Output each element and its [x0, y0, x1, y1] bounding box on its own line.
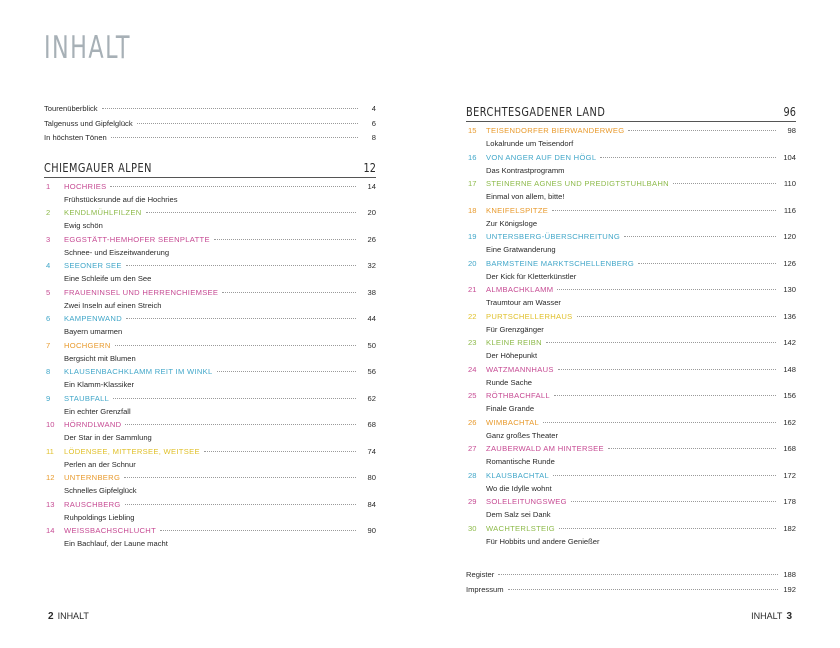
end-list [466, 570, 796, 599]
tour-entry-line [466, 391, 796, 404]
tour-name: UNTERSBERG-ÜBERSCHREITUNG [486, 232, 621, 241]
tour-name: HOCHRIES [64, 181, 107, 191]
tour-name: EGGSTÄTT-HEMHOFER SEENPLATTE [64, 234, 210, 244]
tour-page: 32 [367, 261, 376, 270]
section-title: CHIEMGAUER ALPEN [44, 159, 152, 175]
tour-entry-line [466, 418, 796, 431]
tour-entry[interactable] [44, 235, 376, 262]
leader-dots [571, 501, 776, 502]
tour-entry[interactable] [466, 126, 796, 153]
tour-name: PURTSCHELLERHAUS [486, 311, 573, 321]
tour-name: WIMBACHTAL [486, 417, 540, 427]
tour-subtitle: Ein Bachlauf, der Laune macht [64, 539, 168, 548]
tour-name: WEISSBACHSCHLUCHT [64, 526, 157, 535]
tour-entry-line [44, 420, 376, 433]
tour-number: 25 [468, 391, 477, 400]
leader-dots [125, 424, 356, 425]
tour-subtitle: Der Star in der Sammlung [64, 433, 152, 442]
page-title: INHALT [44, 30, 131, 66]
tour-entry[interactable] [466, 497, 796, 524]
section-title: BERCHTESGADENER LAND [466, 104, 606, 119]
tour-name: HÖRNDLWAND [64, 420, 122, 429]
tour-entry-line [466, 497, 796, 510]
leader-dots [111, 137, 358, 138]
tour-subtitle: Ein Klamm-Klassiker [64, 380, 135, 389]
tour-page: 136 [783, 311, 796, 321]
tour-subtitle: Dem Salz sei Dank [486, 510, 551, 519]
leader-dots [160, 530, 356, 531]
tour-page: 98 [787, 126, 796, 135]
tour-entry[interactable] [466, 471, 796, 498]
tour-entry-line [44, 394, 376, 407]
tour-number: 4 [46, 261, 51, 270]
tour-subtitle: Perlen an der Schnur [64, 459, 136, 469]
tour-entry[interactable] [44, 420, 376, 447]
tour-entry[interactable] [466, 338, 796, 365]
tour-entry[interactable] [44, 367, 376, 394]
section-page: 12 [363, 159, 376, 175]
tour-page: 90 [367, 526, 376, 535]
leader-dots [558, 369, 776, 370]
tour-entry-line [466, 232, 796, 245]
tour-page: 56 [367, 367, 376, 376]
tour-page: 162 [783, 417, 796, 427]
tour-name: ALMBACHKLAMM [486, 285, 554, 294]
tour-page: 172 [783, 470, 796, 480]
tour-entry[interactable] [466, 259, 796, 286]
leader-dots [559, 528, 776, 529]
tour-page: 148 [783, 364, 796, 374]
tour-entry-line [466, 126, 796, 139]
leader-dots [125, 504, 356, 505]
leader-dots [508, 589, 778, 590]
tour-subtitle: Für Grenzgänger [486, 324, 544, 334]
tour-entry-line [466, 365, 796, 378]
leader-dots [546, 342, 776, 343]
tour-number: 6 [46, 314, 51, 323]
tour-name: VON ANGER AUF DEN HÖGL [486, 152, 597, 162]
tour-number: 12 [46, 473, 55, 482]
tour-subtitle: Romantische Runde [486, 457, 555, 466]
tour-subtitle: Wo die Idylle wohnt [486, 483, 552, 493]
tour-subtitle: Eine Schleife um den See [64, 274, 152, 283]
footer-right [751, 611, 796, 622]
tour-entry-line [44, 261, 376, 274]
tour-entry-line [44, 473, 376, 486]
tour-entry-line [44, 288, 376, 301]
tour-number: 9 [46, 393, 51, 403]
tour-page: 50 [367, 340, 376, 350]
tour-number: 15 [468, 126, 477, 135]
tour-entry[interactable] [466, 153, 796, 180]
section-heading[interactable] [44, 160, 376, 178]
leader-dots [638, 263, 776, 264]
tour-entry[interactable] [44, 208, 376, 235]
tour-entry-line [466, 206, 796, 219]
tour-subtitle: Der Höhepunkt [486, 351, 538, 360]
toc-entry-page: 192 [783, 584, 796, 594]
leader-dots [600, 157, 776, 158]
footer-right-page-number: 3 [786, 611, 792, 622]
tour-subtitle: Lokalrunde um Teisendorf [486, 139, 574, 148]
toc-entry-label: Register [466, 570, 495, 579]
tour-entry-line [466, 285, 796, 298]
leader-dots [628, 130, 776, 131]
tour-entry-line [466, 524, 796, 537]
leader-dots [553, 475, 776, 476]
tour-number: 24 [468, 364, 477, 374]
tour-name: STEINERNE AGNES UND PREDIGTSTUHLBAHN [486, 179, 669, 188]
tour-number: 22 [468, 311, 477, 321]
tour-number: 11 [46, 446, 54, 456]
tour-subtitle: Finale Grande [486, 404, 535, 413]
tour-name: ZAUBERWALD AM HINTERSEE [486, 444, 604, 453]
tour-subtitle: Traumtour am Wasser [486, 298, 561, 307]
tour-page: 44 [367, 314, 376, 323]
tour-number: 29 [468, 497, 477, 506]
toc-entry-label: Talgenuss und Gipfelglück [44, 118, 133, 128]
tour-entry[interactable] [466, 232, 796, 259]
tour-subtitle: Zwei Inseln auf einen Streich [64, 300, 162, 310]
tour-number: 16 [468, 152, 477, 162]
section-heading[interactable] [466, 104, 796, 122]
intro-list [44, 104, 376, 148]
leader-dots [577, 316, 776, 317]
right-column [466, 104, 796, 599]
tour-name: WATZMANNHAUS [486, 364, 554, 374]
tour-entry[interactable] [44, 394, 376, 421]
tour-name: FRAUENINSEL UND HERRENCHIEMSEE [64, 287, 219, 297]
tour-entry[interactable] [466, 179, 796, 206]
tour-number: 26 [468, 417, 477, 427]
tour-page: 104 [783, 152, 796, 162]
tour-page: 38 [367, 287, 376, 297]
leader-dots [204, 451, 356, 452]
tour-entry-line [44, 526, 376, 539]
toc-entry-page: 4 [371, 104, 376, 113]
tour-entry-line [466, 471, 796, 484]
tour-entry[interactable] [466, 312, 796, 339]
tour-entry[interactable] [466, 206, 796, 233]
tour-entry-line [466, 179, 796, 192]
tour-entry-line [466, 444, 796, 457]
section-page: 96 [783, 104, 796, 119]
tour-name: SEEONER SEE [64, 261, 122, 270]
tour-name: WACHTERLSTEIG [486, 523, 556, 533]
tour-number: 8 [46, 367, 51, 376]
tour-name: KLAUSENBACHKLAMM REIT IM WINKL [64, 367, 213, 376]
leader-dots [554, 395, 776, 396]
tour-entry[interactable] [466, 444, 796, 471]
tour-page: 168 [783, 444, 796, 453]
tour-name: STAUBFALL [64, 393, 110, 403]
toc-entry-label: Tourenüberblick [44, 104, 98, 113]
leader-dots [214, 239, 356, 240]
tour-name: KENDLMÜHLFILZEN [64, 208, 142, 217]
tour-entry[interactable] [466, 418, 796, 445]
leader-dots [126, 265, 356, 266]
tour-page: 182 [783, 523, 796, 533]
footer-left-label: INHALT [57, 611, 89, 621]
tour-name: RAUSCHBERG [64, 499, 121, 509]
tour-number: 23 [468, 338, 477, 347]
tour-number: 19 [468, 232, 477, 241]
leader-dots [146, 212, 357, 213]
tour-entry-line [44, 341, 376, 354]
tour-name: LÖDENSEE, MITTERSEE, WEITSEE [64, 446, 200, 456]
tour-subtitle: Ruhpoldings Liebling [64, 512, 135, 522]
leader-dots [124, 477, 356, 478]
tour-number: 21 [468, 285, 477, 294]
tour-number: 17 [468, 179, 477, 188]
tour-subtitle: Zur Königsloge [486, 218, 538, 228]
tour-entry[interactable] [44, 314, 376, 341]
tour-subtitle: Bayern umarmen [64, 327, 123, 336]
tour-page: 110 [783, 179, 796, 188]
tour-number: 1 [46, 181, 51, 191]
tour-name: KLAUSBACHTAL [486, 470, 549, 480]
leader-dots [222, 292, 356, 293]
tour-entry-line [44, 235, 376, 248]
toc-entry[interactable] [44, 133, 376, 148]
tour-entry-line [44, 367, 376, 380]
toc-entry-page: 188 [783, 570, 796, 579]
tour-page: 142 [783, 338, 796, 347]
tour-subtitle: Frühstücksrunde auf die Hochries [64, 194, 178, 204]
tour-entry[interactable] [44, 500, 376, 527]
tour-subtitle: Der Kick für Kletterkünstler [486, 271, 577, 281]
leader-dots [115, 345, 356, 346]
toc-entry[interactable] [44, 104, 376, 119]
leader-dots [673, 183, 776, 184]
tour-entry[interactable] [466, 524, 796, 551]
tour-entry-line [44, 500, 376, 513]
leader-dots [498, 574, 778, 575]
tour-entry-line [466, 312, 796, 325]
tour-number: 30 [468, 523, 477, 533]
tour-entry[interactable] [44, 261, 376, 288]
leader-dots [608, 448, 776, 449]
leader-dots [126, 318, 356, 319]
tour-name: KAMPENWAND [64, 314, 122, 323]
tour-name: HOCHGERN [64, 340, 111, 350]
tour-entry[interactable] [466, 285, 796, 312]
toc-entry[interactable] [466, 585, 796, 600]
tour-entry-line [44, 182, 376, 195]
tour-entry[interactable] [44, 473, 376, 500]
tour-number: 2 [46, 208, 51, 217]
tour-page: 116 [783, 205, 796, 215]
tour-entry[interactable] [44, 447, 376, 474]
tour-page: 120 [783, 232, 796, 241]
tour-entry-line [44, 314, 376, 327]
tour-number: 7 [46, 340, 51, 350]
tour-name: TEISENDORFER BIERWANDERWEG [486, 126, 625, 135]
tour-page: 126 [783, 258, 796, 268]
footer-right-label: INHALT [751, 611, 783, 621]
tour-subtitle: Einmal von allem, bitte! [486, 192, 565, 201]
tour-entry[interactable] [466, 391, 796, 418]
tour-page: 130 [783, 285, 796, 294]
leader-dots [137, 123, 358, 124]
leader-dots [624, 236, 776, 237]
tour-entry-line [466, 153, 796, 166]
tour-entry-line [466, 259, 796, 272]
leader-dots [102, 108, 358, 109]
tour-subtitle: Bergsicht mit Blumen [64, 353, 136, 363]
tour-entry-line [466, 338, 796, 351]
tour-entry-line [44, 208, 376, 221]
toc-entry-page: 6 [371, 118, 376, 128]
tour-page: 84 [367, 499, 376, 509]
tour-page: 20 [367, 208, 376, 217]
tour-number: 10 [46, 420, 55, 429]
tour-name: SOLELEITUNGSWEG [486, 497, 567, 506]
tour-number: 18 [468, 205, 477, 215]
tour-page: 74 [367, 446, 376, 456]
toc-entry-page: 8 [371, 133, 376, 142]
tour-name: BARMSTEINE MARKTSCHELLENBERG [486, 258, 635, 268]
tour-number: 27 [468, 444, 477, 453]
toc-entry-label: In höchsten Tönen [44, 133, 107, 142]
tour-number: 28 [468, 470, 477, 480]
tour-subtitle: Ein echter Grenzfall [64, 406, 131, 416]
tour-subtitle: Schnelles Gipfelglück [64, 486, 137, 495]
leader-dots [217, 371, 356, 372]
tour-subtitle: Schnee- und Eiszeitwanderung [64, 247, 170, 257]
footer-left [44, 611, 89, 622]
leader-dots [543, 422, 776, 423]
tour-number: 20 [468, 258, 477, 268]
tour-entry[interactable] [44, 341, 376, 368]
tour-subtitle: Eine Gratwanderung [486, 245, 556, 254]
tour-entry-line [44, 447, 376, 460]
section-chiemgauer-alpen [44, 160, 376, 553]
tour-subtitle: Ganz großes Theater [486, 430, 559, 440]
tour-entry[interactable] [44, 526, 376, 553]
tour-subtitle: Runde Sache [486, 377, 533, 387]
toc-entry[interactable] [44, 119, 376, 134]
section-berchtesgadener-land [466, 104, 796, 550]
tour-page: 80 [367, 473, 376, 482]
toc-entry[interactable] [466, 570, 796, 585]
leader-dots [110, 186, 356, 187]
tour-subtitle: Für Hobbits und andere Genießer [486, 536, 600, 546]
left-column [44, 104, 376, 553]
tour-number: 13 [46, 499, 55, 509]
tour-page: 156 [783, 391, 796, 400]
leader-dots [557, 289, 776, 290]
tour-page: 62 [367, 393, 376, 403]
tour-name: RÖTHBACHFALL [486, 391, 550, 400]
footer-left-page-number: 2 [48, 611, 54, 622]
tour-page: 178 [783, 497, 796, 506]
tour-name: KLEINE REIBN [486, 338, 542, 347]
toc-entry-label: Impressum [466, 584, 504, 594]
tour-name: UNTERNBERG [64, 473, 121, 482]
tour-page: 68 [367, 420, 376, 429]
tour-subtitle: Das Kontrastprogramm [486, 165, 565, 175]
tour-number: 5 [46, 287, 51, 297]
tour-number: 14 [46, 526, 55, 535]
tour-page: 26 [367, 234, 376, 244]
leader-dots [113, 398, 356, 399]
tour-entry[interactable] [466, 365, 796, 392]
tour-name: KNEIFELSPITZE [486, 205, 549, 215]
leader-dots [552, 210, 776, 211]
tour-subtitle: Ewig schön [64, 221, 103, 230]
tour-entry[interactable] [44, 288, 376, 315]
tour-entry[interactable] [44, 182, 376, 209]
tour-page: 14 [367, 181, 376, 191]
tour-number: 3 [46, 234, 51, 244]
